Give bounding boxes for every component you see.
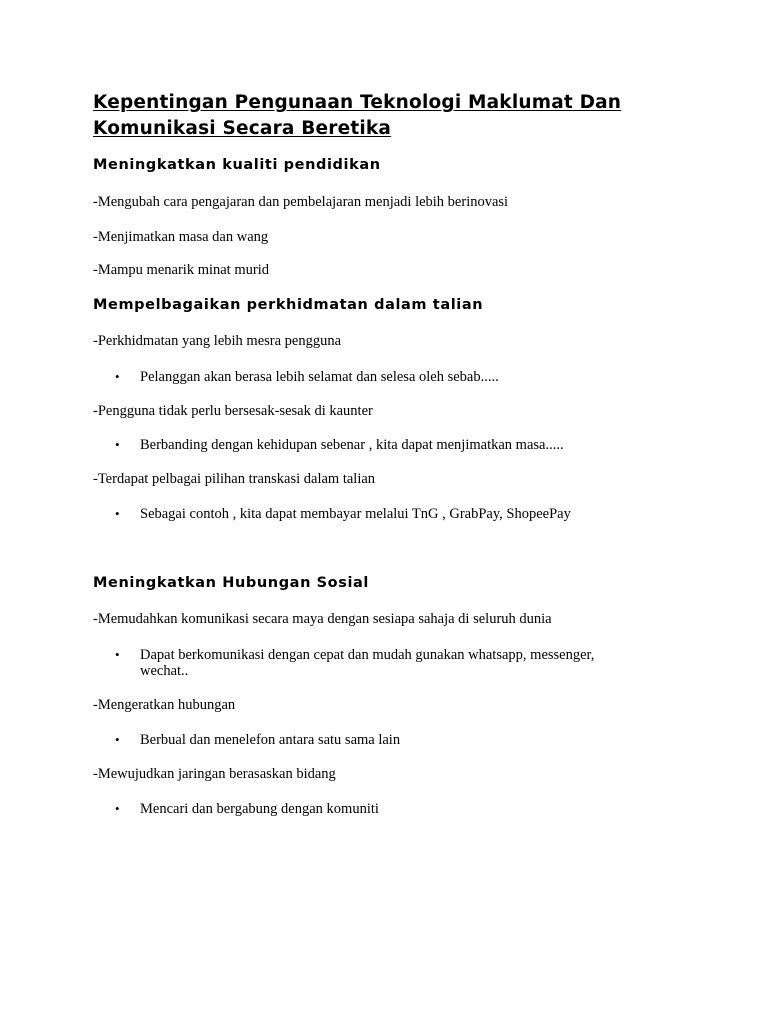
bullet-text: Berbanding dengan kehidupan sebenar , kita dapat menjimatkan masa..... [140,437,564,453]
paragraph-item: -Terdapat pelbagai pilihan transkasi dalam talian [93,471,376,487]
bullet-text: Dapat berkomunikasi dengan cepat dan mudah gunakan whatsapp, messenger, wechat.. [140,647,595,679]
bullet-dot-icon: • [115,801,120,816]
paragraph-item: -Pengguna tidak perlu bersesak-sesak di kaunter [93,403,373,419]
paragraph-item: -Mewujudkan jaringan berasaskan bidang [93,766,336,782]
bullet-item [115,369,645,385]
bullet-item [115,437,645,453]
section-heading-pendidikan: Meningkatkan kualiti pendidikan [93,157,381,173]
paragraph-item: -Mengubah cara pengajaran dan pembelajaran menjadi lebih berinovasi [93,194,509,210]
bullet-item [115,732,645,748]
bullet-text: Berbual dan menelefon antara satu sama lain [140,732,401,748]
paragraph-item: -Mampu menarik minat murid [93,262,269,278]
bullet-text: Pelanggan akan berasa lebih selamat dan selesa oleh sebab..... [140,369,499,385]
bullet-dot-icon: • [115,437,120,452]
section-heading-hubungan-sosial: Meningkatkan Hubungan Sosial [93,575,369,591]
bullet-dot-icon: • [115,732,120,747]
paragraph-item: -Menjimatkan masa dan wang [93,229,269,245]
bullet-dot-icon: • [115,369,120,384]
paragraph-item: -Perkhidmatan yang lebih mesra pengguna [93,333,342,349]
bullet-item [115,647,645,679]
section-heading-perkhidmatan: Mempelbagaikan perkhidmatan dalam talian [93,297,484,313]
paragraph-item: -Mengeratkan hubungan [93,697,236,713]
bullet-item [115,506,645,522]
bullet-text: Mencari dan bergabung dengan komuniti [140,801,379,817]
document-title: Kepentingan Pengunaan Teknologi Maklumat Dan Komunikasi Secara Beretika [93,92,622,139]
bullet-text: Sebagai contoh , kita dapat membayar melalui TnG , GrabPay, ShopeePay [140,506,571,522]
paragraph-item: -Memudahkan komunikasi secara maya dengan sesiapa sahaja di seluruh dunia [93,611,552,627]
bullet-dot-icon: • [115,506,120,521]
bullet-dot-icon: • [115,647,120,662]
bullet-item [115,801,645,817]
